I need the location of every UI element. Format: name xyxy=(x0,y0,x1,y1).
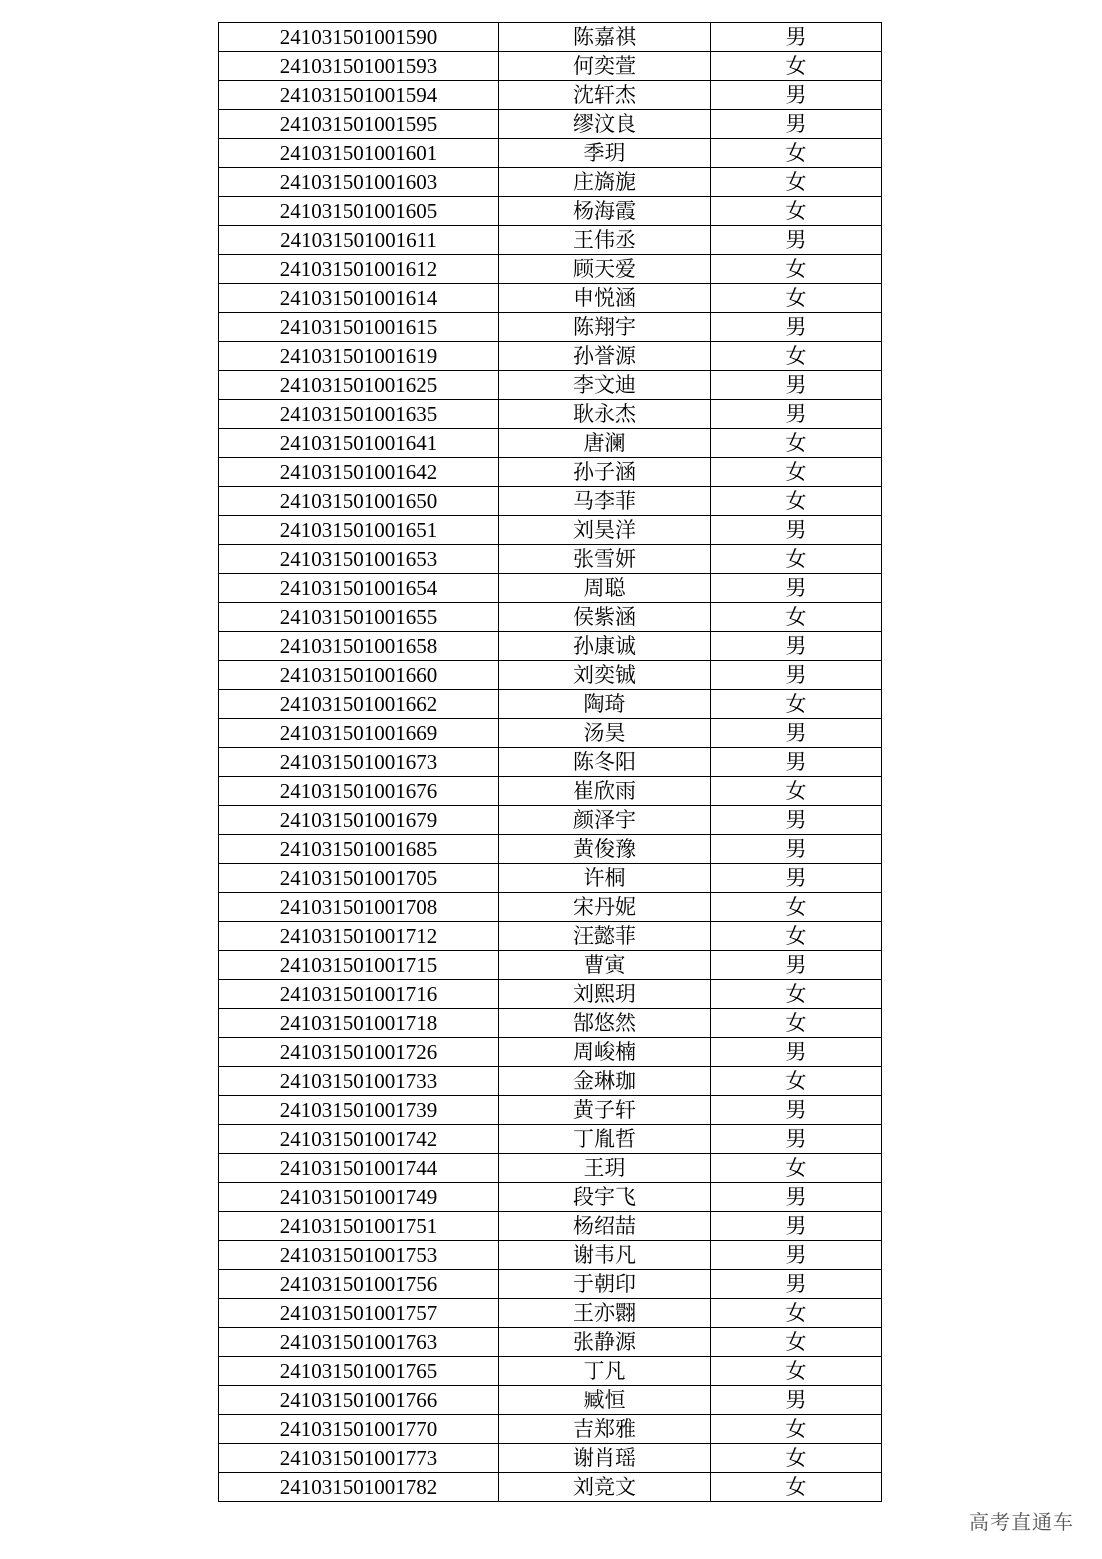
name-cell: 沈轩杰 xyxy=(499,81,711,110)
name-cell: 唐澜 xyxy=(499,429,711,458)
exam-number-cell: 241031501001708 xyxy=(219,893,499,922)
exam-number-cell: 241031501001662 xyxy=(219,690,499,719)
exam-number-cell: 241031501001635 xyxy=(219,400,499,429)
name-cell: 杨绍喆 xyxy=(499,1212,711,1241)
gender-cell: 女 xyxy=(711,458,882,487)
gender-cell: 女 xyxy=(711,1154,882,1183)
exam-number-cell: 241031501001654 xyxy=(219,574,499,603)
name-cell: 陈嘉祺 xyxy=(499,23,711,52)
gender-cell: 男 xyxy=(711,371,882,400)
table-row xyxy=(219,1241,882,1270)
table-row xyxy=(219,1067,882,1096)
gender-cell: 男 xyxy=(711,748,882,777)
exam-number-cell: 241031501001715 xyxy=(219,951,499,980)
gender-cell: 男 xyxy=(711,1038,882,1067)
exam-number-cell: 241031501001763 xyxy=(219,1328,499,1357)
table-row xyxy=(219,255,882,284)
gender-cell: 男 xyxy=(711,719,882,748)
table-row xyxy=(219,139,882,168)
name-cell: 缪汶良 xyxy=(499,110,711,139)
name-cell: 许桐 xyxy=(499,864,711,893)
table-row xyxy=(219,52,882,81)
table-row xyxy=(219,168,882,197)
table-row xyxy=(219,545,882,574)
name-cell: 李文迪 xyxy=(499,371,711,400)
exam-number-cell: 241031501001753 xyxy=(219,1241,499,1270)
table-row xyxy=(219,1154,882,1183)
gender-cell: 男 xyxy=(711,226,882,255)
exam-number-cell: 241031501001669 xyxy=(219,719,499,748)
name-cell: 陈翔宇 xyxy=(499,313,711,342)
gender-cell: 男 xyxy=(711,1212,882,1241)
table-row xyxy=(219,1096,882,1125)
table-row xyxy=(219,980,882,1009)
name-cell: 侯紫涵 xyxy=(499,603,711,632)
name-cell: 谢韦凡 xyxy=(499,1241,711,1270)
name-cell: 陶琦 xyxy=(499,690,711,719)
exam-number-cell: 241031501001605 xyxy=(219,197,499,226)
name-cell: 申悦涵 xyxy=(499,284,711,313)
gender-cell: 女 xyxy=(711,922,882,951)
name-cell: 于朝印 xyxy=(499,1270,711,1299)
exam-number-cell: 241031501001642 xyxy=(219,458,499,487)
gender-cell: 男 xyxy=(711,661,882,690)
name-cell: 孙康诚 xyxy=(499,632,711,661)
gender-cell: 男 xyxy=(711,1125,882,1154)
exam-number-cell: 241031501001712 xyxy=(219,922,499,951)
gender-cell: 男 xyxy=(711,1096,882,1125)
table-row xyxy=(219,1270,882,1299)
gender-cell: 男 xyxy=(711,574,882,603)
exam-number-cell: 241031501001718 xyxy=(219,1009,499,1038)
name-cell: 段宇飞 xyxy=(499,1183,711,1212)
table-row xyxy=(219,1386,882,1415)
name-cell: 张雪妍 xyxy=(499,545,711,574)
exam-number-cell: 241031501001614 xyxy=(219,284,499,313)
gender-cell: 女 xyxy=(711,139,882,168)
table-row xyxy=(219,110,882,139)
name-cell: 宋丹妮 xyxy=(499,893,711,922)
table-row xyxy=(219,661,882,690)
table-row xyxy=(219,1328,882,1357)
table-row xyxy=(219,806,882,835)
table-row xyxy=(219,632,882,661)
table-row xyxy=(219,574,882,603)
name-cell: 何奕萱 xyxy=(499,52,711,81)
name-cell: 丁胤哲 xyxy=(499,1125,711,1154)
table-row xyxy=(219,458,882,487)
name-cell: 周峻楠 xyxy=(499,1038,711,1067)
name-cell: 汤昊 xyxy=(499,719,711,748)
exam-number-cell: 241031501001594 xyxy=(219,81,499,110)
gender-cell: 男 xyxy=(711,1270,882,1299)
exam-number-cell: 241031501001651 xyxy=(219,516,499,545)
table-row xyxy=(219,1444,882,1473)
exam-number-cell: 241031501001765 xyxy=(219,1357,499,1386)
name-cell: 曹寅 xyxy=(499,951,711,980)
exam-number-cell: 241031501001673 xyxy=(219,748,499,777)
gender-cell: 男 xyxy=(711,23,882,52)
gender-cell: 男 xyxy=(711,81,882,110)
gender-cell: 女 xyxy=(711,893,882,922)
exam-number-cell: 241031501001595 xyxy=(219,110,499,139)
name-cell: 刘奕铖 xyxy=(499,661,711,690)
gender-cell: 女 xyxy=(711,168,882,197)
gender-cell: 女 xyxy=(711,52,882,81)
gender-cell: 女 xyxy=(711,777,882,806)
gender-cell: 女 xyxy=(711,603,882,632)
table-row xyxy=(219,81,882,110)
exam-number-cell: 241031501001625 xyxy=(219,371,499,400)
name-cell: 黄子轩 xyxy=(499,1096,711,1125)
table-row xyxy=(219,603,882,632)
exam-number-cell: 241031501001590 xyxy=(219,23,499,52)
gender-cell: 女 xyxy=(711,1473,882,1502)
table-row xyxy=(219,429,882,458)
name-cell: 马李菲 xyxy=(499,487,711,516)
table-row xyxy=(219,400,882,429)
gender-cell: 女 xyxy=(711,1415,882,1444)
exam-number-cell: 241031501001658 xyxy=(219,632,499,661)
exam-number-cell: 241031501001726 xyxy=(219,1038,499,1067)
exam-number-cell: 241031501001742 xyxy=(219,1125,499,1154)
name-cell: 王玥 xyxy=(499,1154,711,1183)
name-cell: 王亦翾 xyxy=(499,1299,711,1328)
gender-cell: 女 xyxy=(711,1009,882,1038)
exam-number-cell: 241031501001612 xyxy=(219,255,499,284)
exam-number-cell: 241031501001641 xyxy=(219,429,499,458)
name-cell: 季玥 xyxy=(499,139,711,168)
gender-cell: 男 xyxy=(711,632,882,661)
name-cell: 吉郑雅 xyxy=(499,1415,711,1444)
exam-number-cell: 241031501001601 xyxy=(219,139,499,168)
gender-cell: 男 xyxy=(711,1386,882,1415)
gender-cell: 男 xyxy=(711,110,882,139)
exam-number-cell: 241031501001716 xyxy=(219,980,499,1009)
table-row xyxy=(219,690,882,719)
table-row xyxy=(219,1299,882,1328)
table-row xyxy=(219,748,882,777)
gender-cell: 女 xyxy=(711,197,882,226)
exam-number-cell: 241031501001773 xyxy=(219,1444,499,1473)
table-row xyxy=(219,1009,882,1038)
table-row xyxy=(219,1473,882,1502)
name-cell: 王伟丞 xyxy=(499,226,711,255)
table-row xyxy=(219,1038,882,1067)
student-table xyxy=(218,22,882,1502)
table-row xyxy=(219,1212,882,1241)
name-cell: 丁凡 xyxy=(499,1357,711,1386)
table-row xyxy=(219,226,882,255)
table-row xyxy=(219,342,882,371)
table-row xyxy=(219,487,882,516)
exam-number-cell: 241031501001782 xyxy=(219,1473,499,1502)
table-row xyxy=(219,371,882,400)
exam-number-cell: 241031501001611 xyxy=(219,226,499,255)
gender-cell: 男 xyxy=(711,835,882,864)
exam-number-cell: 241031501001705 xyxy=(219,864,499,893)
gender-cell: 男 xyxy=(711,951,882,980)
table-row xyxy=(219,864,882,893)
gender-cell: 女 xyxy=(711,1299,882,1328)
student-table-body xyxy=(219,23,882,1502)
name-cell: 臧恒 xyxy=(499,1386,711,1415)
gender-cell: 男 xyxy=(711,1183,882,1212)
gender-cell: 女 xyxy=(711,980,882,1009)
table-row xyxy=(219,951,882,980)
gender-cell: 女 xyxy=(711,545,882,574)
gender-cell: 女 xyxy=(711,342,882,371)
exam-number-cell: 241031501001751 xyxy=(219,1212,499,1241)
name-cell: 孙子涵 xyxy=(499,458,711,487)
name-cell: 崔欣雨 xyxy=(499,777,711,806)
gender-cell: 男 xyxy=(711,806,882,835)
name-cell: 张静源 xyxy=(499,1328,711,1357)
table-row xyxy=(219,1125,882,1154)
exam-number-cell: 241031501001660 xyxy=(219,661,499,690)
name-cell: 黄俊豫 xyxy=(499,835,711,864)
exam-number-cell: 241031501001619 xyxy=(219,342,499,371)
name-cell: 庄旖旎 xyxy=(499,168,711,197)
exam-number-cell: 241031501001653 xyxy=(219,545,499,574)
name-cell: 陈冬阳 xyxy=(499,748,711,777)
table-row xyxy=(219,23,882,52)
gender-cell: 女 xyxy=(711,284,882,313)
exam-number-cell: 241031501001744 xyxy=(219,1154,499,1183)
name-cell: 刘昊洋 xyxy=(499,516,711,545)
gender-cell: 女 xyxy=(711,1328,882,1357)
exam-number-cell: 241031501001679 xyxy=(219,806,499,835)
table-row xyxy=(219,313,882,342)
exam-number-cell: 241031501001756 xyxy=(219,1270,499,1299)
gender-cell: 男 xyxy=(711,400,882,429)
name-cell: 顾天爱 xyxy=(499,255,711,284)
name-cell: 汪懿菲 xyxy=(499,922,711,951)
name-cell: 周聪 xyxy=(499,574,711,603)
name-cell: 郜悠然 xyxy=(499,1009,711,1038)
table-row xyxy=(219,922,882,951)
gender-cell: 男 xyxy=(711,313,882,342)
name-cell: 刘竞文 xyxy=(499,1473,711,1502)
name-cell: 颜泽宇 xyxy=(499,806,711,835)
table-row xyxy=(219,1415,882,1444)
table-row xyxy=(219,893,882,922)
exam-number-cell: 241031501001593 xyxy=(219,52,499,81)
watermark-text: 高考直通车 xyxy=(969,1510,1074,1534)
exam-number-cell: 241031501001650 xyxy=(219,487,499,516)
name-cell: 耿永杰 xyxy=(499,400,711,429)
gender-cell: 男 xyxy=(711,516,882,545)
gender-cell: 女 xyxy=(711,1357,882,1386)
exam-number-cell: 241031501001770 xyxy=(219,1415,499,1444)
table-row xyxy=(219,719,882,748)
exam-number-cell: 241031501001676 xyxy=(219,777,499,806)
gender-cell: 男 xyxy=(711,1241,882,1270)
exam-number-cell: 241031501001615 xyxy=(219,313,499,342)
table-row xyxy=(219,516,882,545)
table-row xyxy=(219,1357,882,1386)
name-cell: 杨海霞 xyxy=(499,197,711,226)
gender-cell: 女 xyxy=(711,255,882,284)
exam-number-cell: 241031501001739 xyxy=(219,1096,499,1125)
gender-cell: 女 xyxy=(711,1067,882,1096)
exam-number-cell: 241031501001733 xyxy=(219,1067,499,1096)
gender-cell: 女 xyxy=(711,487,882,516)
gender-cell: 男 xyxy=(711,864,882,893)
name-cell: 刘熙玥 xyxy=(499,980,711,1009)
exam-number-cell: 241031501001749 xyxy=(219,1183,499,1212)
gender-cell: 女 xyxy=(711,1444,882,1473)
gender-cell: 女 xyxy=(711,690,882,719)
exam-number-cell: 241031501001766 xyxy=(219,1386,499,1415)
name-cell: 孙誉源 xyxy=(499,342,711,371)
gender-cell: 女 xyxy=(711,429,882,458)
name-cell: 谢肖瑶 xyxy=(499,1444,711,1473)
table-row xyxy=(219,777,882,806)
exam-number-cell: 241031501001685 xyxy=(219,835,499,864)
table-row xyxy=(219,197,882,226)
exam-number-cell: 241031501001655 xyxy=(219,603,499,632)
table-row xyxy=(219,1183,882,1212)
exam-number-cell: 241031501001757 xyxy=(219,1299,499,1328)
table-row xyxy=(219,835,882,864)
name-cell: 金琳珈 xyxy=(499,1067,711,1096)
table-row xyxy=(219,284,882,313)
exam-number-cell: 241031501001603 xyxy=(219,168,499,197)
